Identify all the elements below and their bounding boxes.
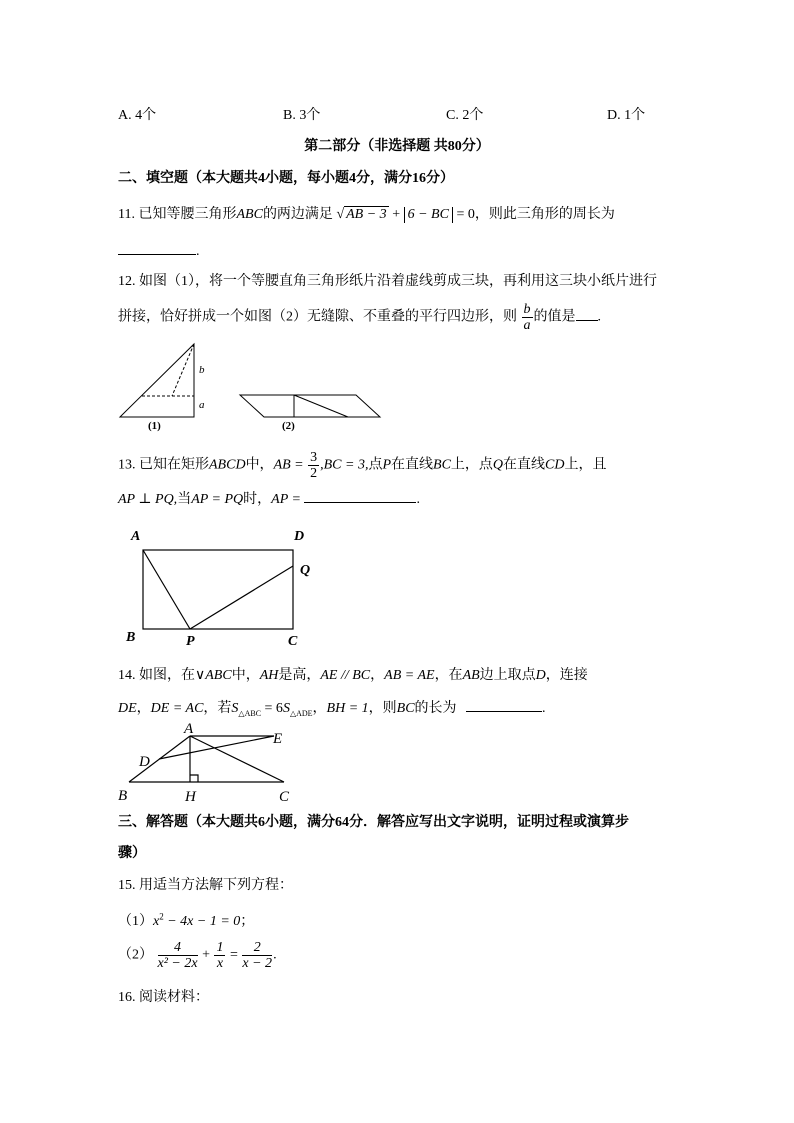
q12-answer-blank[interactable] <box>576 306 598 321</box>
q13-line2-e: AP = <box>271 492 301 507</box>
q11-abs-expr: 6 − BC <box>404 207 453 223</box>
q14-s1-sub: △ABC <box>238 708 262 718</box>
fig2-caption: (2) <box>282 420 295 432</box>
q15-frac2-den: x <box>216 956 224 971</box>
q11-text-b: 的两边满足 <box>262 207 333 222</box>
q15-frac1-num: 4 <box>158 940 198 956</box>
q15-part1 <box>118 910 254 930</box>
fig1-triangle <box>120 344 194 417</box>
q11-plus: + <box>392 207 401 222</box>
q14-c: 是高， <box>278 668 321 683</box>
section2-heading: 二、填空题（本大题共4小题，每小题4分，满分16分） <box>118 171 454 186</box>
q14-ab-ae: AB = AE <box>384 668 435 683</box>
q13-c: , <box>320 457 324 473</box>
choice-a: A. 4个 <box>118 108 157 123</box>
q14-bh: BH = 1 <box>326 701 369 716</box>
q14-label-B: B <box>118 788 128 804</box>
q15-p2-end: . <box>273 947 277 963</box>
q11-abc: ABC <box>236 207 263 222</box>
q13-h: 上，且 <box>564 457 607 473</box>
q15-p1-label: （1） <box>118 914 153 929</box>
q14-figure <box>112 718 312 806</box>
q13-line1 <box>118 450 607 481</box>
q13-label-Q: Q <box>300 563 311 578</box>
q15-frac2 <box>214 940 225 971</box>
q15-p2-plus: + <box>202 947 210 963</box>
q12-fraction <box>522 302 533 333</box>
q15-title: 15. 用适当方法解下列方程： <box>118 878 293 893</box>
q13-fraction <box>308 450 319 481</box>
q13-end: . <box>416 492 420 507</box>
q13-bc: BC = 3, <box>323 457 369 473</box>
q14-line2-a: ， <box>136 701 151 716</box>
q15-p2-label: （2） <box>118 947 153 963</box>
section3-heading-line1: 三、解答题（本大题共6小题，满分64分．解答应写出文字说明，证明过程或演算步 <box>118 815 629 830</box>
fig1-caption: (1) <box>148 420 161 432</box>
q14-triangle <box>129 736 284 782</box>
q13-frac-den: 2 <box>310 466 318 481</box>
q12-frac-den: a <box>523 318 531 333</box>
q14-s2-sub: △ADE <box>289 708 313 718</box>
q14-g: ，连接 <box>545 668 588 683</box>
q15-p1-end: ； <box>240 914 255 929</box>
q11-sqrt-expr: AB − 3 <box>346 207 387 222</box>
q12-line2-b: 的值是 <box>533 309 576 325</box>
sqrt-symbol: √ <box>336 207 345 222</box>
q12-line2-a: 拼接，恰好拼成一个如图（2）无缝隙、不重叠的平行四边形，则 <box>118 309 517 325</box>
q13-p: P <box>382 457 392 473</box>
q14-line2-e: 的长为 <box>414 701 457 716</box>
q14-label-E: E <box>273 731 283 747</box>
q13-bc2: BC <box>433 457 451 473</box>
q11-end: . <box>196 244 200 259</box>
q14-line1 <box>118 664 588 684</box>
q15-p1-sup: 2 <box>159 911 164 922</box>
q13-line2-c: AP = PQ <box>191 492 244 507</box>
q13-frac-num: 3 <box>310 450 318 465</box>
q13-line2-a: AP ⊥ PQ, <box>118 492 178 507</box>
fig1-label-b: b <box>199 364 205 376</box>
q13-f: 上，点 <box>450 457 493 473</box>
q13-label-C: C <box>288 634 298 649</box>
q12-line1: 12. 如图（1），将一个等腰直角三角形纸片沿着虚线剪成三块，再利用这三块小纸片进行 <box>118 274 657 289</box>
q11-num: 11. <box>118 207 135 222</box>
q14-dpt: D <box>535 668 546 683</box>
q13-label-A: A <box>131 529 141 544</box>
part2-title: 第二部分（非选择题 共80分） <box>304 139 490 154</box>
q14-s1: S <box>231 701 239 716</box>
q14-e: ，在 <box>434 668 463 683</box>
q13-d: 点 <box>368 457 383 473</box>
q13-g: 在直线 <box>503 457 546 473</box>
q13-line2-b: 当 <box>177 492 192 507</box>
q15-part2 <box>118 940 277 971</box>
q14-label-C: C <box>279 789 290 805</box>
q14-line2-d: ，则 <box>368 701 397 716</box>
q14-label-A: A <box>184 721 194 737</box>
q15-frac3 <box>242 940 272 971</box>
q15-p2-eq: = <box>229 947 238 963</box>
q15-p1-rest: − 4x − 1 = 0 <box>163 914 241 929</box>
q14-ah: AH <box>259 668 279 683</box>
q14-d: ， <box>370 668 385 683</box>
q13-a: 13. 已知在矩形 <box>118 457 209 473</box>
q13-line2 <box>118 488 420 508</box>
q13-figure <box>118 522 318 652</box>
q15-frac3-num: 2 <box>242 940 272 956</box>
q14-s-eq: = 6 <box>261 701 283 716</box>
q14-label-H: H <box>185 789 196 805</box>
q13-label-B: B <box>126 630 136 645</box>
q15-frac1 <box>158 940 198 971</box>
q15-p1-x: x <box>153 914 160 929</box>
q14-deac: DE = AC <box>150 701 204 716</box>
q14-ab: AB <box>462 668 480 683</box>
q12-line2 <box>118 302 601 333</box>
q14-end: . <box>542 701 546 716</box>
q15-frac3-den: x − 2 <box>242 956 273 971</box>
q14-a: 14. 如图，在∨ <box>118 668 206 683</box>
q14-ae-bc: AE // BC <box>320 668 371 683</box>
q13-cd: CD <box>545 457 565 473</box>
q14-line2 <box>118 697 546 718</box>
q13-rectangle <box>143 550 293 629</box>
q11-answer-blank[interactable] <box>118 240 196 255</box>
q14-label-D: D <box>139 754 150 770</box>
q13-e: 在直线 <box>391 457 434 473</box>
q14-de: DE <box>118 701 137 716</box>
q14-line2-b: ，若 <box>203 701 232 716</box>
q11-text-c: ，则此三角形的周长为 <box>474 207 615 222</box>
q14-line2-c: ， <box>312 701 327 716</box>
q13-abcd: ABCD <box>209 457 246 473</box>
choice-c: C. 2个 <box>446 108 484 123</box>
q11-text-a: 已知等腰三角形 <box>138 207 237 222</box>
q12-end: . <box>597 309 601 325</box>
q14-b: 中， <box>231 668 260 683</box>
q14-f: 边上取点 <box>479 668 536 683</box>
choice-d: D. 1个 <box>607 108 646 123</box>
q16-title: 16. 阅读材料： <box>118 990 209 1005</box>
section3-heading-line2: 骤） <box>118 846 146 861</box>
q14-answer-blank[interactable] <box>466 697 542 712</box>
q12-frac-num: b <box>523 302 531 317</box>
q13-label-D: D <box>294 529 305 544</box>
q15-frac1-den: x² − 2x <box>157 956 198 971</box>
q13-answer-blank[interactable] <box>304 488 416 503</box>
q12-figure <box>110 338 390 438</box>
q13-q: Q <box>492 457 504 473</box>
fig2-parallelogram <box>240 395 380 417</box>
fig1-label-a: a <box>199 399 205 411</box>
q13-b: 中， <box>245 457 274 473</box>
q13-ab-eq: AB = <box>273 457 304 473</box>
q11-eq: = 0 <box>456 207 475 222</box>
q14-bc: BC <box>396 701 415 716</box>
q11-line1 <box>118 203 615 223</box>
q15-frac2-num: 1 <box>216 940 224 955</box>
q13-line2-d: 时， <box>243 492 272 507</box>
choice-b: B. 3个 <box>283 108 321 123</box>
q13-label-P: P <box>186 634 195 649</box>
q14-abc: ABC <box>205 668 232 683</box>
q11-line2 <box>118 240 200 260</box>
q14-s2: S <box>282 701 290 716</box>
